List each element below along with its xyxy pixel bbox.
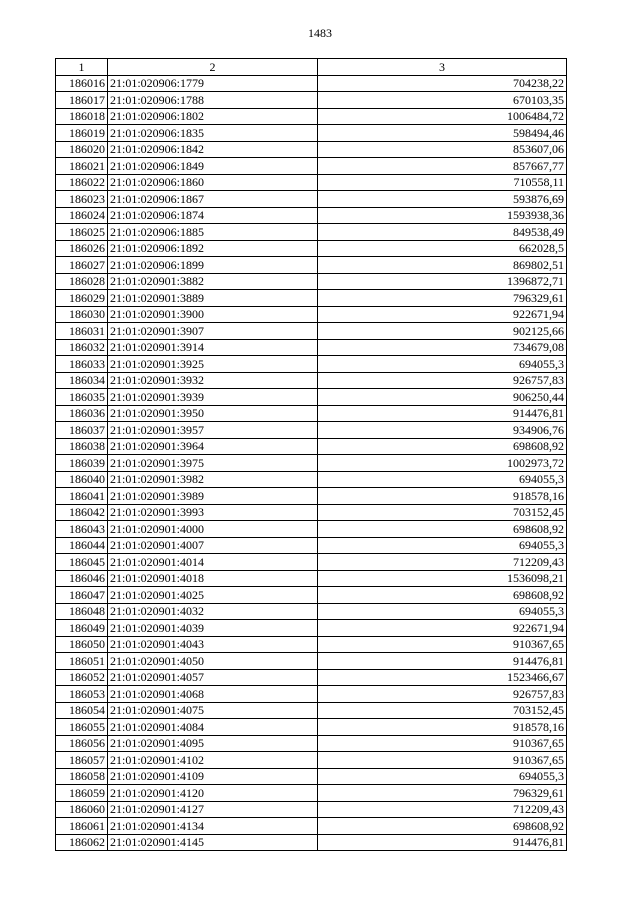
table-row [56, 224, 567, 241]
row-number-cell: 186023 [56, 191, 108, 208]
cadastral-number-cell: 21:01:020901:4014 [108, 554, 318, 571]
value-cell: 796329,61 [318, 785, 567, 802]
value-cell: 703152,45 [318, 504, 567, 521]
row-number-cell: 186016 [56, 75, 108, 92]
value-cell: 914476,81 [318, 405, 567, 422]
row-number-cell: 186030 [56, 306, 108, 323]
row-number-cell: 186020 [56, 141, 108, 158]
row-number-cell: 186043 [56, 521, 108, 538]
page-number: 1483 [308, 26, 332, 40]
table-row [56, 108, 567, 125]
row-number-cell: 186051 [56, 653, 108, 670]
cadastral-number-cell: 21:01:020901:3882 [108, 273, 318, 290]
row-number-cell: 186035 [56, 389, 108, 406]
value-cell: 849538,49 [318, 224, 567, 241]
table-row [56, 125, 567, 142]
row-number-cell: 186018 [56, 108, 108, 125]
cadastral-number-cell: 21:01:020906:1849 [108, 158, 318, 175]
value-cell: 1536098,21 [318, 570, 567, 587]
cadastral-number-cell: 21:01:020901:4025 [108, 587, 318, 604]
value-cell: 1002973,72 [318, 455, 567, 472]
data-table [55, 58, 567, 851]
cadastral-number-cell: 21:01:020906:1892 [108, 240, 318, 257]
value-cell: 922671,94 [318, 306, 567, 323]
value-cell: 1593938,36 [318, 207, 567, 224]
table-row [56, 422, 567, 439]
row-number-cell: 186040 [56, 471, 108, 488]
table-row [56, 686, 567, 703]
value-cell: 698608,92 [318, 587, 567, 604]
cadastral-number-cell: 21:01:020901:3939 [108, 389, 318, 406]
table-row [56, 339, 567, 356]
table-row [56, 537, 567, 554]
table-row [56, 455, 567, 472]
value-cell: 694055,3 [318, 471, 567, 488]
value-cell: 1006484,72 [318, 108, 567, 125]
cadastral-number-cell: 21:01:020901:4102 [108, 752, 318, 769]
cadastral-number-cell: 21:01:020901:3925 [108, 356, 318, 373]
row-number-cell: 186019 [56, 125, 108, 142]
value-cell: 926757,83 [318, 372, 567, 389]
table-row [56, 488, 567, 505]
value-cell: 796329,61 [318, 290, 567, 307]
row-number-cell: 186029 [56, 290, 108, 307]
value-cell: 712209,43 [318, 554, 567, 571]
value-cell: 698608,92 [318, 818, 567, 835]
row-number-cell: 186046 [56, 570, 108, 587]
value-cell: 710558,11 [318, 174, 567, 191]
table-row [56, 752, 567, 769]
row-number-cell: 186034 [56, 372, 108, 389]
cadastral-number-cell: 21:01:020901:3900 [108, 306, 318, 323]
row-number-cell: 186045 [56, 554, 108, 571]
cadastral-number-cell: 21:01:020901:4084 [108, 719, 318, 736]
table-row [56, 372, 567, 389]
cadastral-number-cell: 21:01:020901:4050 [108, 653, 318, 670]
row-number-cell: 186022 [56, 174, 108, 191]
value-cell: 910367,65 [318, 735, 567, 752]
row-number-cell: 186024 [56, 207, 108, 224]
row-number-cell: 186026 [56, 240, 108, 257]
cadastral-number-cell: 21:01:020901:4145 [108, 834, 318, 851]
cadastral-number-cell: 21:01:020901:4007 [108, 537, 318, 554]
cadastral-number-cell: 21:01:020901:4075 [108, 702, 318, 719]
value-cell: 918578,16 [318, 488, 567, 505]
table-row [56, 620, 567, 637]
table-row [56, 570, 567, 587]
row-number-cell: 186028 [56, 273, 108, 290]
value-cell: 670103,35 [318, 92, 567, 109]
value-cell: 918578,16 [318, 719, 567, 736]
value-cell: 906250,44 [318, 389, 567, 406]
row-number-cell: 186058 [56, 768, 108, 785]
table-row [56, 389, 567, 406]
value-cell: 914476,81 [318, 653, 567, 670]
table-row [56, 834, 567, 851]
value-cell: 694055,3 [318, 356, 567, 373]
cadastral-number-cell: 21:01:020906:1860 [108, 174, 318, 191]
cadastral-number-cell: 21:01:020906:1842 [108, 141, 318, 158]
row-number-cell: 186050 [56, 636, 108, 653]
value-cell: 902125,66 [318, 323, 567, 340]
value-cell: 662028,5 [318, 240, 567, 257]
table-row [56, 356, 567, 373]
table-row [56, 75, 567, 92]
cadastral-number-cell: 21:01:020901:4057 [108, 669, 318, 686]
row-number-cell: 186044 [56, 537, 108, 554]
cadastral-number-cell: 21:01:020901:3932 [108, 372, 318, 389]
value-cell: 1523466,67 [318, 669, 567, 686]
table-row [56, 636, 567, 653]
table-row [56, 158, 567, 175]
cadastral-number-cell: 21:01:020901:3964 [108, 438, 318, 455]
value-cell: 593876,69 [318, 191, 567, 208]
cadastral-number-cell: 21:01:020906:1779 [108, 75, 318, 92]
table-row [56, 240, 567, 257]
row-number-cell: 186037 [56, 422, 108, 439]
table-row [56, 521, 567, 538]
row-number-cell: 186032 [56, 339, 108, 356]
row-number-cell: 186025 [56, 224, 108, 241]
value-cell: 694055,3 [318, 537, 567, 554]
row-number-cell: 186062 [56, 834, 108, 851]
cadastral-number-cell: 21:01:020901:4018 [108, 570, 318, 587]
cadastral-number-cell: 21:01:020906:1899 [108, 257, 318, 274]
value-cell: 926757,83 [318, 686, 567, 703]
value-cell: 853607,06 [318, 141, 567, 158]
table-row [56, 735, 567, 752]
value-cell: 922671,94 [318, 620, 567, 637]
table-row [56, 471, 567, 488]
row-number-cell: 186031 [56, 323, 108, 340]
table-row [56, 669, 567, 686]
table-row [56, 92, 567, 109]
row-number-cell: 186057 [56, 752, 108, 769]
value-cell: 712209,43 [318, 801, 567, 818]
column-header-2: 2 [108, 59, 318, 76]
value-cell: 857667,77 [318, 158, 567, 175]
cadastral-number-cell: 21:01:020906:1867 [108, 191, 318, 208]
cadastral-number-cell: 21:01:020906:1835 [108, 125, 318, 142]
table-body [56, 75, 567, 851]
cadastral-number-cell: 21:01:020901:4134 [108, 818, 318, 835]
row-number-cell: 186052 [56, 669, 108, 686]
table-row [56, 504, 567, 521]
cadastral-number-cell: 21:01:020901:3975 [108, 455, 318, 472]
table-row [56, 785, 567, 802]
cadastral-number-cell: 21:01:020901:3950 [108, 405, 318, 422]
value-cell: 703152,45 [318, 702, 567, 719]
table-row [56, 587, 567, 604]
cadastral-number-cell: 21:01:020901:4043 [108, 636, 318, 653]
cadastral-number-cell: 21:01:020901:4120 [108, 785, 318, 802]
value-cell: 694055,3 [318, 603, 567, 620]
table-row [56, 323, 567, 340]
value-cell: 734679,08 [318, 339, 567, 356]
row-number-cell: 186017 [56, 92, 108, 109]
table-row [56, 801, 567, 818]
cadastral-number-cell: 21:01:020901:4095 [108, 735, 318, 752]
row-number-cell: 186061 [56, 818, 108, 835]
table-row [56, 405, 567, 422]
cadastral-number-cell: 21:01:020901:3993 [108, 504, 318, 521]
table-header-row [56, 59, 567, 76]
cadastral-number-cell: 21:01:020901:4127 [108, 801, 318, 818]
row-number-cell: 186049 [56, 620, 108, 637]
cadastral-number-cell: 21:01:020901:3957 [108, 422, 318, 439]
row-number-cell: 186048 [56, 603, 108, 620]
table-row [56, 603, 567, 620]
table-row [56, 141, 567, 158]
table-row [56, 702, 567, 719]
value-cell: 934906,76 [318, 422, 567, 439]
row-number-cell: 186047 [56, 587, 108, 604]
table-row [56, 768, 567, 785]
row-number-cell: 186033 [56, 356, 108, 373]
row-number-cell: 186036 [56, 405, 108, 422]
row-number-cell: 186042 [56, 504, 108, 521]
value-cell: 698608,92 [318, 438, 567, 455]
value-cell: 869802,51 [318, 257, 567, 274]
value-cell: 910367,65 [318, 752, 567, 769]
value-cell: 704238,22 [318, 75, 567, 92]
cadastral-number-cell: 21:01:020901:3914 [108, 339, 318, 356]
column-header-1: 1 [56, 59, 108, 76]
table-row [56, 438, 567, 455]
cadastral-number-cell: 21:01:020906:1788 [108, 92, 318, 109]
cadastral-number-cell: 21:01:020901:4039 [108, 620, 318, 637]
cadastral-number-cell: 21:01:020901:3907 [108, 323, 318, 340]
value-cell: 1396872,71 [318, 273, 567, 290]
row-number-cell: 186055 [56, 719, 108, 736]
value-cell: 694055,3 [318, 768, 567, 785]
table-row [56, 257, 567, 274]
value-cell: 598494,46 [318, 125, 567, 142]
column-header-3: 3 [318, 59, 567, 76]
value-cell: 914476,81 [318, 834, 567, 851]
cadastral-number-cell: 21:01:020906:1874 [108, 207, 318, 224]
cadastral-number-cell: 21:01:020901:4068 [108, 686, 318, 703]
row-number-cell: 186059 [56, 785, 108, 802]
row-number-cell: 186054 [56, 702, 108, 719]
cadastral-number-cell: 21:01:020901:4032 [108, 603, 318, 620]
table-row [56, 306, 567, 323]
table-row [56, 273, 567, 290]
table-row [56, 719, 567, 736]
row-number-cell: 186038 [56, 438, 108, 455]
row-number-cell: 186039 [56, 455, 108, 472]
cadastral-number-cell: 21:01:020906:1885 [108, 224, 318, 241]
row-number-cell: 186053 [56, 686, 108, 703]
cadastral-number-cell: 21:01:020901:3982 [108, 471, 318, 488]
table-row [56, 207, 567, 224]
cadastral-number-cell: 21:01:020906:1802 [108, 108, 318, 125]
value-cell: 698608,92 [318, 521, 567, 538]
table-row [56, 290, 567, 307]
table-row [56, 818, 567, 835]
row-number-cell: 186060 [56, 801, 108, 818]
table-row [56, 653, 567, 670]
table-row [56, 191, 567, 208]
cadastral-number-cell: 21:01:020901:4000 [108, 521, 318, 538]
table-row [56, 174, 567, 191]
value-cell: 910367,65 [318, 636, 567, 653]
cadastral-number-cell: 21:01:020901:3989 [108, 488, 318, 505]
cadastral-number-cell: 21:01:020901:4109 [108, 768, 318, 785]
table-row [56, 554, 567, 571]
row-number-cell: 186041 [56, 488, 108, 505]
row-number-cell: 186027 [56, 257, 108, 274]
row-number-cell: 186056 [56, 735, 108, 752]
row-number-cell: 186021 [56, 158, 108, 175]
cadastral-number-cell: 21:01:020901:3889 [108, 290, 318, 307]
